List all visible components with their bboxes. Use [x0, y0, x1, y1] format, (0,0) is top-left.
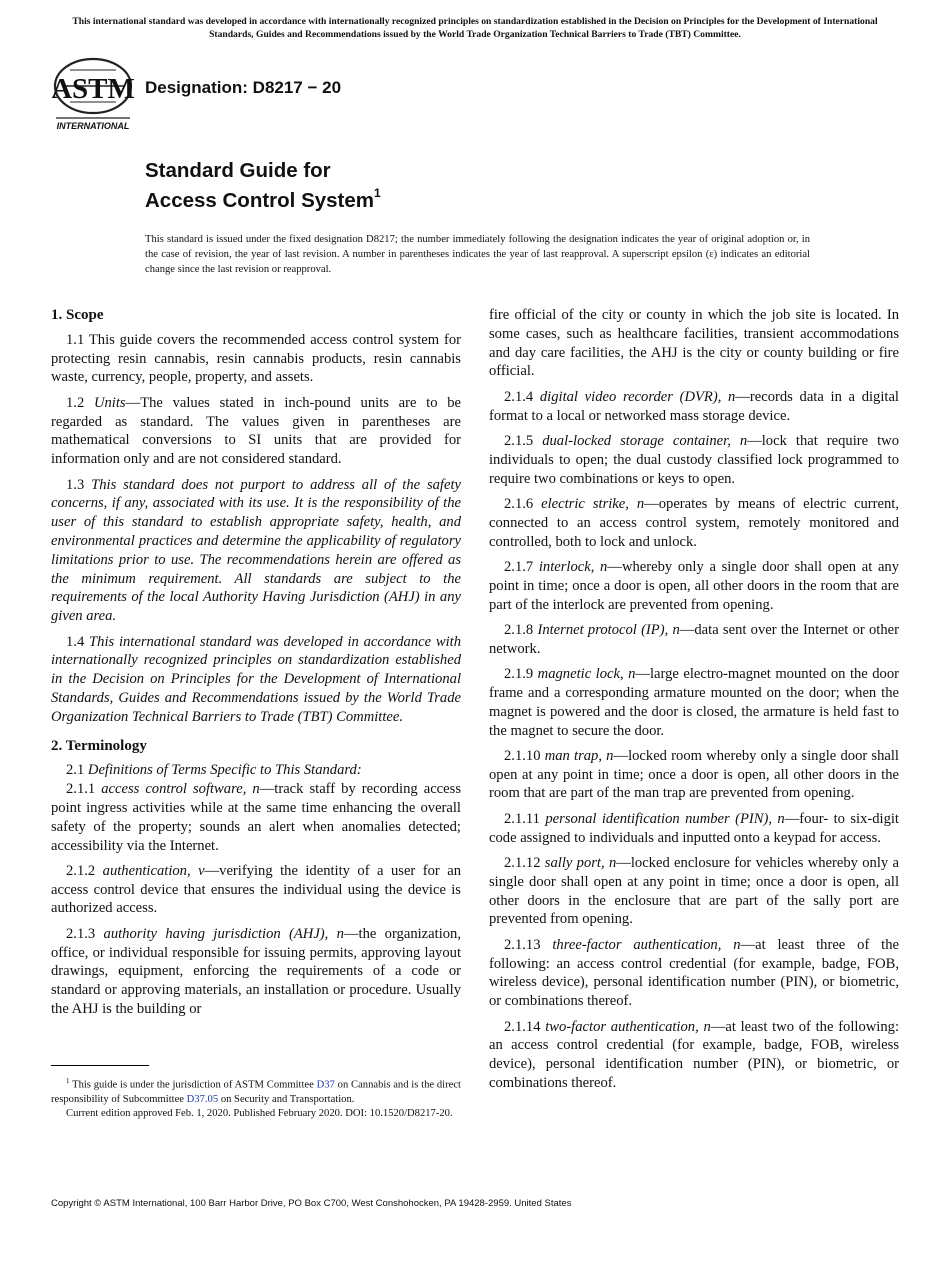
right-column	[489, 306, 899, 1099]
term-2-1-5: 2.1.5 dual-locked storage container, n—lock that require two individuals to open; the dual custody classified lock programmed to require two combinations or keys to open.	[489, 432, 899, 487]
para-1-2: 1.2 Units—The values stated in inch-pound units are to be regarded as standard. The values given in parentheses are mathematical conversions to SI units that are provided for information only and are not considered standard.	[51, 394, 462, 468]
title-line-2	[145, 183, 381, 213]
section-2-heading: 2. Terminology	[51, 737, 147, 754]
para-2-1: 2.1 Definitions of Terms Specific to This Standard:	[66, 762, 362, 779]
subcommittee-d37-05-link[interactable]: D37.05	[186, 1093, 219, 1105]
term-2-1-13: 2.1.13 three-factor authentication, n—at least three of the following: an access control credential (for example, badge, FOB, wireless device), personal identification number (PIN), or biometric, or combinations thereof.	[489, 936, 899, 1010]
para-1-4: 1.4 This international standard was developed in accordance with internationally recognized principles on standardization established in the Decision on Principles for the Development of International Standards, Guides and Recommendations issued by the World Trade Organization Technical Barriers to Trade (TBT) Committee.	[51, 633, 462, 725]
document-title	[145, 158, 381, 213]
committee-d37-link[interactable]: D37	[316, 1079, 335, 1091]
term-2-1-4: 2.1.4 digital video recorder (DVR), n—records data in a digital format to a local or networked mass storage device.	[489, 388, 899, 424]
astm-logo-icon	[52, 56, 134, 132]
astm-logo	[52, 56, 134, 132]
para-1-1: 1.1 This guide covers the recommended access control system for protecting resin cannabis, resin cannabis products, resin cannabis waste, currency, people, property, and assets.	[51, 331, 461, 386]
term-2-1-8: 2.1.8 Internet protocol (IP), n—data sent over the Internet or other network.	[489, 621, 899, 657]
term-2-1-3: 2.1.3 authority having jurisdiction (AHJ), n—the organization, office, or individual responsible for issuing permits, approving layout drawings, equipment, enforcing the requirements of a code or standard or approving materials, an installation or procedure. Usually the AHJ is the building or	[51, 925, 461, 1018]
term-2-1-2: 2.1.2 authentication, v—verifying the identity of a user for an access control device that ensures the individual using the device is authorized access.	[51, 862, 461, 917]
footnote-jurisdiction: $^1$ This guide is under the jurisdiction of ASTM Committee D37 on Cannabis and is the direct responsibility of Subcommittee D37.05 on Security and Transportation.	[51, 1077, 461, 1105]
footnote-edition: Current edition approved Feb. 1, 2020. Published February 2020. DOI: 10.1520/D8217-20.	[66, 1107, 453, 1119]
copyright: Copyright © ASTM International, 100 Barr Harbor Drive, PO Box C700, West Conshohocken, PA 19428-2959. United States	[51, 1198, 572, 1209]
section-1-heading: 1. Scope	[51, 307, 104, 323]
term-2-1-6: 2.1.6 electric strike, n—operates by means of electric current, connected to an access control system, remotely monitored and controlled, both to lock and unlock.	[489, 495, 899, 550]
svg-text:ASTM: ASTM	[52, 73, 134, 105]
designation: Designation: D8217 − 20	[145, 78, 342, 97]
term-2-1-10: 2.1.10 man trap, n—locked room whereby only a single door shall open at any point in time; once a door is open, all other doors in the room that are part of the man trap are prevented from opening.	[489, 747, 899, 802]
term-2-1-9: 2.1.9 magnetic lock, n—large electro-magnet mounted on the door frame and a corresponding armature mounted on the door; when the magnet is powered and the door is closed, the armature is held fast to the magnet to secure the door.	[489, 666, 900, 739]
issued-note: This standard is issued under the fixed designation D8217; the number immediately following the designation indicates the year of original adoption or, in the case of revision, the year of last revision. A number in parentheses indicates the year of last reapproval. A superscript epsilon (ε) indicates an editorial change since the last revision or reapproval.	[145, 234, 810, 275]
svg-text:INTERNATIONAL: INTERNATIONAL	[56, 121, 130, 131]
term-2-1-1: 2.1.1 access control software, n—track staff by recording access point ingress activities while at the same time enhancing the overall safety of the property; sounds an alert when anomalies detected; accessibility via the Internet.	[51, 781, 461, 854]
term-2-1-3-continued: fire official of the city or county in which the job site is located. In some cases, such as healthcare facilities, transient accommodations and day care facilities, the AHJ is the city or county building or fire official.	[489, 307, 899, 380]
title-main: Access Control System	[145, 188, 375, 212]
left-column	[51, 306, 461, 1025]
title-line-1: Standard Guide for	[145, 159, 331, 182]
title-footnote-mark: 1	[374, 186, 381, 200]
term-2-1-12: 2.1.12 sally port, n—locked enclosure for vehicles whereby only a single door shall open at any point in time; once a door is open, all other doors in the enclosure that are part of the sally port are prevented from opening.	[489, 855, 899, 928]
term-2-1-11: 2.1.11 personal identification number (PIN), n—four- to six-digit code assigned to individuals and inputted onto a keypad for access.	[489, 810, 899, 846]
footnote-divider	[51, 1065, 149, 1066]
footnote	[51, 1074, 461, 1121]
wto-banner: This international standard was developed in accordance with internationally recognized principles on standardization established in the Decision on Principles for the Development of International Standards, Guides and Recommendations issued by the World Trade Organization Technical Barriers to Trade (TBT) Committee.	[72, 16, 878, 40]
para-1-3: 1.3 This standard does not purport to address all of the safety concerns, if any, associated with its use. It is the responsibility of the user of this standard to establish appropriate safety, health, and environmental practices and determine the applicability of regulatory limitations prior to use. The recommendations herein are offered as the minimum requirement. All standards are subject to the requirements of the local Authority Having Jurisdiction (AHJ) in any given area.	[51, 476, 461, 625]
term-2-1-7: 2.1.7 interlock, n—whereby only a single door shall open at any point in time; once a door is open, all other doors in the room that are part of the interlock are prevented from opening.	[489, 558, 900, 613]
term-2-1-14: 2.1.14 two-factor authentication, n—at least two of the following: an access control credential (for example, badge, FOB, wireless device), personal identification number (PIN), or biometric, or combinations thereof.	[489, 1018, 899, 1092]
